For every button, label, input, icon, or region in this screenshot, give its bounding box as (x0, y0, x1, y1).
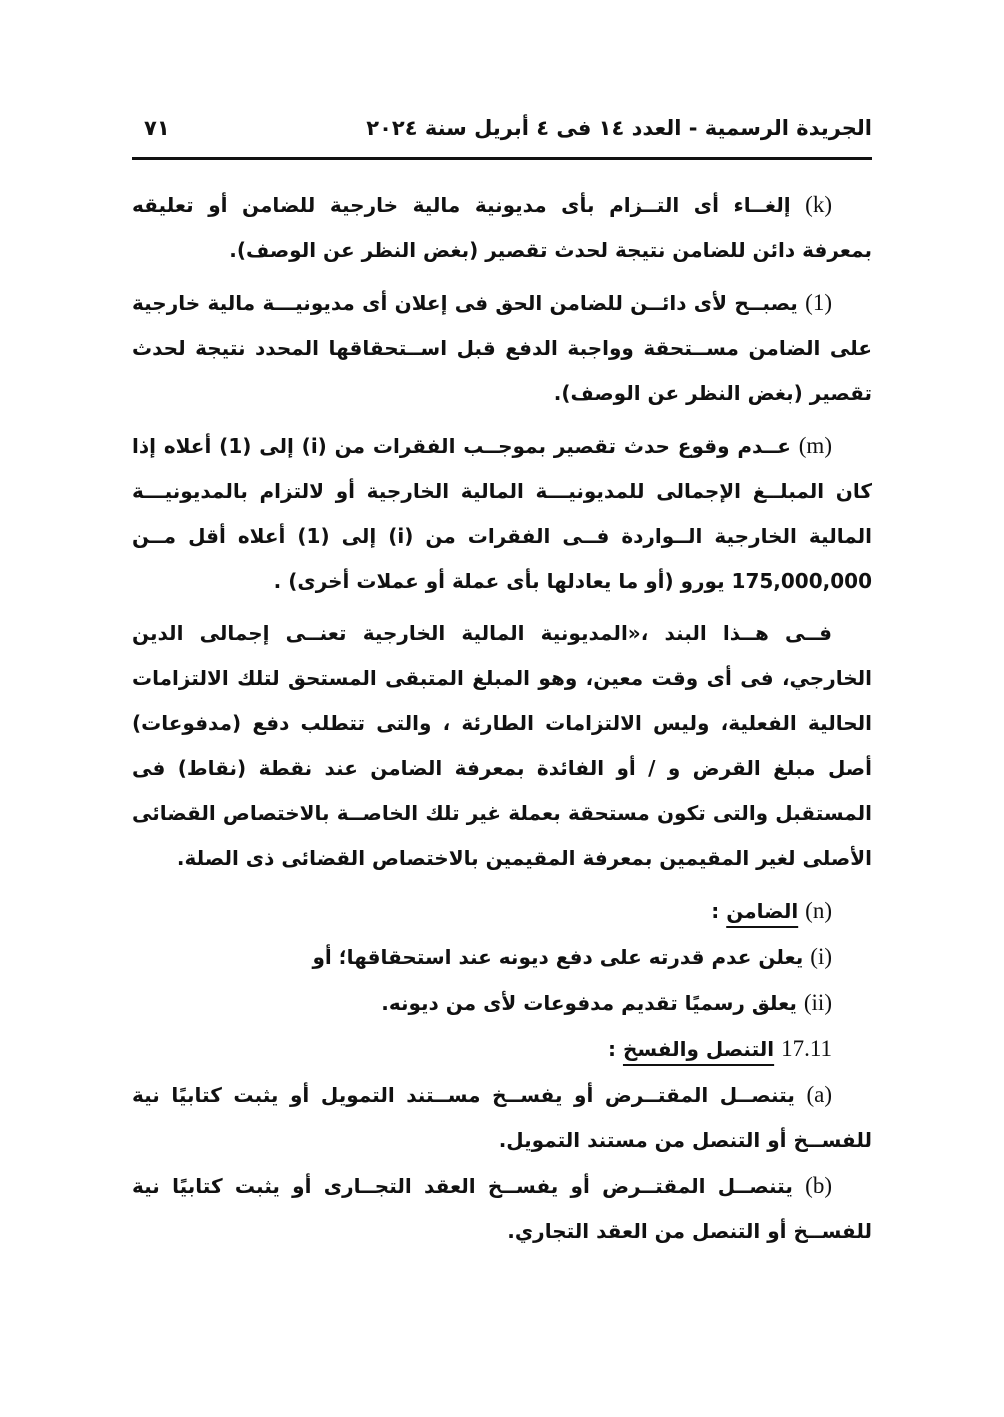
clause-k (132, 182, 872, 273)
section-number: 17.11 (781, 1036, 832, 1061)
clause-heading: الضامن (726, 899, 799, 923)
clause-text: يصبــح لأى دائــن للضامن الحق فى إعلان أى مديونيـــة مالية خارجية على الضامن مســتحقة وواجبة الدفع قبل اســتحقاقها المحدد نتيجة لحدث تقصير (بغض النظر عن الوصف). (132, 291, 872, 405)
sub-item (132, 934, 872, 980)
header-divider (132, 157, 872, 160)
document-body (132, 182, 872, 1254)
page-number: ٧١ (144, 116, 170, 140)
sub-item-label: (i) (810, 944, 832, 969)
page-header (132, 112, 872, 152)
section-heading-colon: : (607, 1037, 616, 1061)
section-item-label: (b) (805, 1173, 832, 1198)
sub-item-label: (ii) (803, 990, 832, 1015)
sub-item-text: يعلق رسميًا تقديم مدفوعات لأى من ديونه. (381, 991, 797, 1015)
clause-heading-colon: : (711, 899, 720, 923)
clause-m (132, 423, 872, 604)
clause-text: عــدم وقوع حدث تقصير بموجــب الفقرات من (i) إلى (1) أعلاه إذا كان المبلــغ الإجمالى للمديونيـــة المالية الخارجية أو لالتزام بالمديونيـــة المالية الخارجية الــواردة فــى الفقرات من (i) إلى (1) أعلاه أقل مــن 175,000,000 يورو (أو ما يعادلها بأى عملة أو عملات أخرى) . (132, 434, 872, 593)
clause-label: (k) (805, 192, 832, 217)
clause-label: (1) (805, 290, 832, 315)
sub-item (132, 980, 872, 1026)
definition-text: فــى هــذا البند ،«المديونية المالية الخارجية تعنــى إجمالى الدين الخارجي، فى أى وقت معين، وهو المبلغ المتبقى المستحق لتلك الالتزامات الحالية الفعلية، وليس الالتزامات الطارئة ، والتى تتطلب دفع (مدفوعات) أصل مبلغ القرض و / أو الفائدة بمعرفة الضامن عند نقطة (نقاط) فى المستقبل والتى تكون مستحقة بعملة غير تلك الخاصــة بالاختصاص القضائى الأصلى لغير المقيمين بمعرفة المقيمين بالاختصاص القضائى ذى الصلة. (132, 621, 872, 870)
section-item-b (132, 1163, 872, 1254)
section-item-text: يتنصــل المقتــرض أو يفســخ مســتند التمويل أو يثبت كتابيًا نية للفســخ أو التنصل من مستند التمويل. (132, 1083, 872, 1152)
clause-label: (m) (798, 433, 832, 458)
section-item-label: (a) (806, 1082, 832, 1107)
sub-item-text: يعلن عدم قدرته على دفع ديونه عند استحقاقها؛ أو (312, 945, 804, 969)
definition-paragraph (132, 611, 872, 881)
clause-label: (n) (805, 898, 832, 923)
gazette-title: الجريدة الرسمية - العدد ١٤ فى ٤ أبريل سنة ٢٠٢٤ (366, 116, 872, 140)
section-title: التنصل والفسخ (622, 1037, 775, 1061)
section-item-a (132, 1072, 872, 1163)
section-heading (132, 1026, 872, 1072)
section-item-text: يتنصــل المقتــرض أو يفســخ العقد التجــارى أو يثبت كتابيًا نية للفســخ أو التنصل من العقد التجاري. (132, 1174, 872, 1243)
clause-n (132, 888, 872, 934)
clause-text: إلغــاء أى التــزام بأى مديونية مالية خارجية للضامن أو تعليقه بمعرفة دائن للضامن نتيجة لحدث تقصير (بغض النظر عن الوصف). (132, 193, 872, 262)
clause-l (132, 280, 872, 416)
